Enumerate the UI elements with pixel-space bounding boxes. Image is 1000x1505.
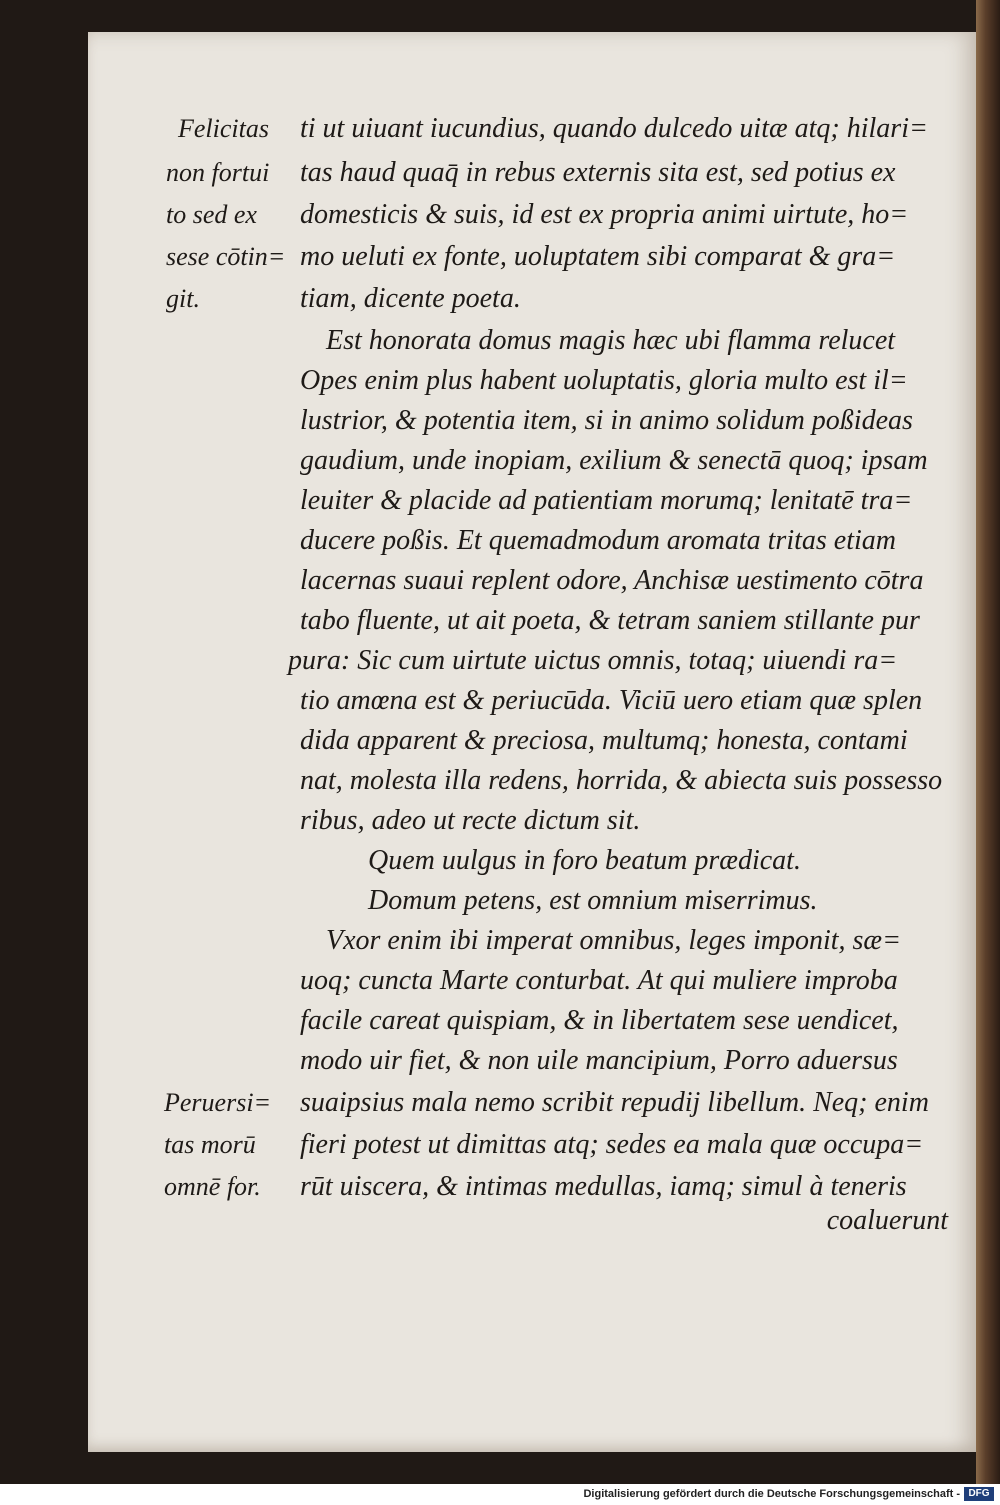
text-line: fieri potest ut dimittas atq; sedes ea mala quæ occupa= bbox=[300, 1129, 924, 1160]
text-line: lustrior, & potentia item, si in animo solidum poßideas bbox=[300, 405, 913, 436]
text-line: leuiter & placide ad patientiam morumq; lenitatē tra= bbox=[300, 485, 913, 516]
catchword: coaluerunt bbox=[826, 1205, 948, 1236]
text-line: dida apparent & preciosa, multumq; honesta, contami bbox=[300, 725, 908, 756]
text-line: Domum petens, est omnium miserrimus. bbox=[368, 885, 818, 916]
text-line: domesticis & suis, id est ex propria animi uirtute, ho= bbox=[300, 199, 909, 230]
text-line: lacernas suaui replent odore, Anchisæ uestimento cōtra bbox=[300, 565, 924, 596]
text-line: facile careat quispiam, & in libertatem sese uendicet, bbox=[300, 1005, 899, 1036]
text-line: Quem uulgus in foro beatum prædicat. bbox=[368, 845, 801, 876]
text-line: rūt uiscera, & intimas medullas, iamq; simul à teneris bbox=[300, 1171, 907, 1202]
text-line: mo ueluti ex fonte, uoluptatem sibi comparat & gra= bbox=[300, 241, 896, 272]
text-line: uoq; cuncta Marte conturbat. At qui muliere improba bbox=[300, 965, 898, 996]
margin-note: Peruersi= bbox=[164, 1088, 272, 1117]
book-edge bbox=[976, 0, 1000, 1484]
text-line: tabo fluente, ut ait poeta, & tetram saniem stillante pur bbox=[300, 605, 920, 636]
text-line: gaudium, unde inopiam, exilium & senectā quoq; ipsam bbox=[300, 445, 928, 476]
text-line: ducere poßis. Et quemadmodum aromata tritas etiam bbox=[300, 525, 896, 556]
text-line: Est honorata domus magis hæc ubi flamma relucet bbox=[326, 325, 896, 356]
text-line: pura: Sic cum uirtute uictus omnis, totaq; uiuendi ra= bbox=[288, 645, 898, 676]
text-line: tiam, dicente poeta. bbox=[300, 283, 521, 314]
dfg-logo[interactable]: DFG bbox=[964, 1487, 994, 1501]
text-line: ti ut uiuant iucundius, quando dulcedo uitæ atq; hilari= bbox=[300, 113, 928, 144]
text-line: tas haud quaq̄ in rebus externis sita est, sed potius ex bbox=[300, 157, 896, 188]
margin-note: sese cōtin= bbox=[166, 242, 286, 271]
text-line: suaipsius mala nemo scribit repudij libellum. Neq; enim bbox=[300, 1087, 929, 1118]
margin-note: tas morū bbox=[164, 1130, 256, 1159]
text-line: Vxor enim ibi imperat omnibus, leges imponit, sæ= bbox=[326, 925, 901, 956]
footer-credit[interactable]: Digitalisierung gefördert durch die Deutsche Forschungsgemeinschaft - bbox=[583, 1488, 960, 1500]
text-line: nat, molesta illa redens, horrida, & abiecta suis possesso bbox=[300, 765, 943, 796]
text-line: tio amœna est & periucūda. Viciū uero etiam quæ splen bbox=[300, 685, 923, 716]
margin-note: git. bbox=[166, 284, 200, 313]
margin-note: non fortui bbox=[166, 158, 270, 187]
margin-note: omnē for. bbox=[164, 1172, 261, 1201]
margin-note: to sed ex bbox=[166, 200, 257, 229]
margin-note: Felicitas bbox=[178, 114, 269, 143]
text-line: Opes enim plus habent uoluptatis, gloria multo est il= bbox=[300, 365, 908, 396]
text-line: ribus, adeo ut recte dictum sit. bbox=[300, 805, 641, 836]
text-line: modo uir fiet, & non uile mancipium, Porro aduersus bbox=[300, 1045, 898, 1076]
